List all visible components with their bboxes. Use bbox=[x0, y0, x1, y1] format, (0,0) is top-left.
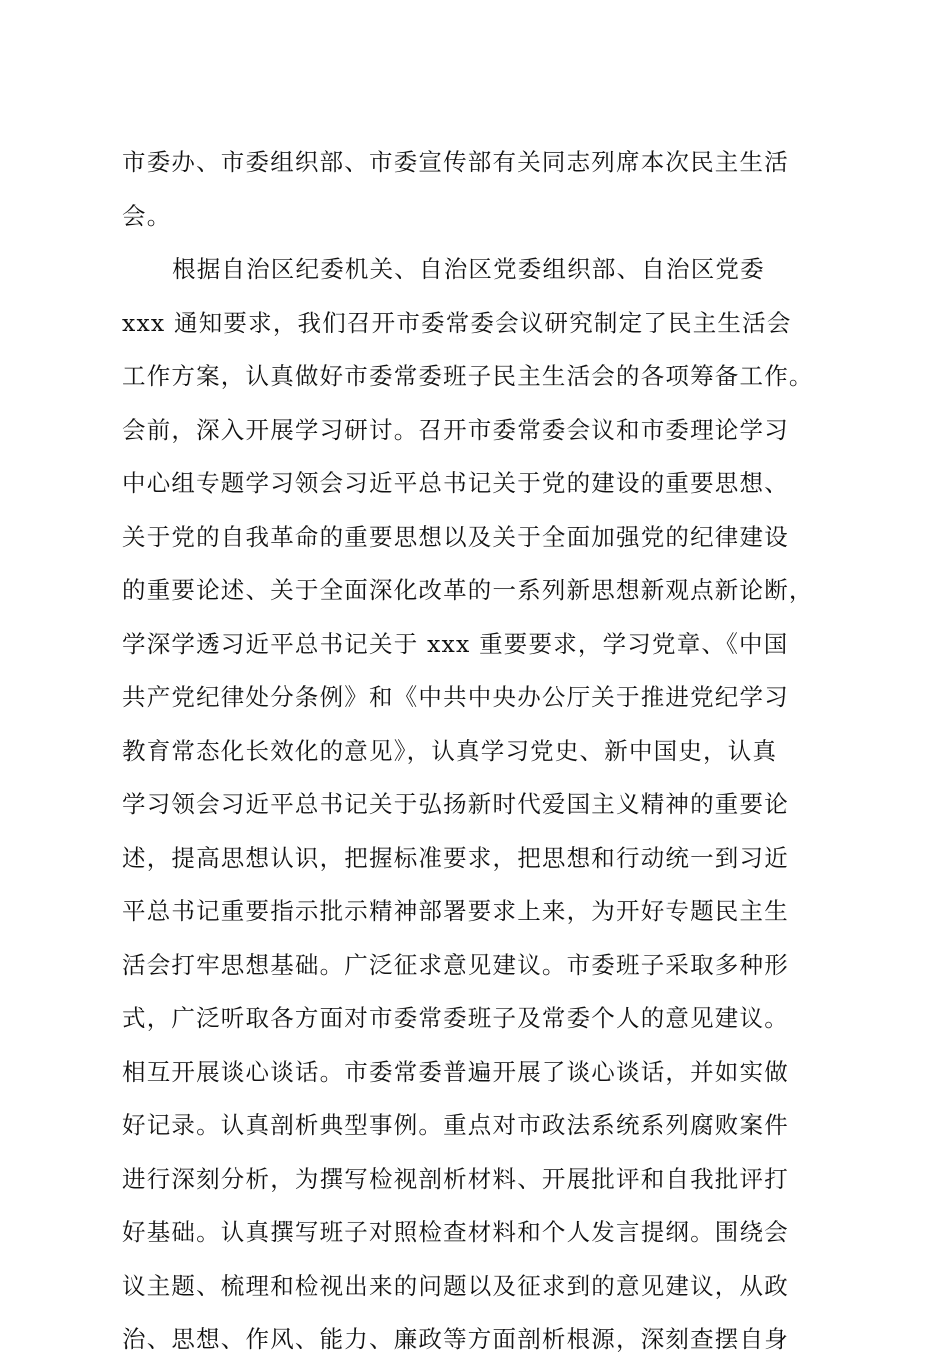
text-line: 述，提高思想认识，把握标准要求，把思想和行动统一到习近 bbox=[122, 843, 789, 872]
text-line: 的重要论述、关于全面深化改革的一系列新思想新观点新论断， bbox=[122, 576, 814, 604]
text-line: 会前，深入开展学习研讨。召开市委常委会议和市委理论学习 bbox=[122, 415, 789, 444]
text-line: xxx 通知要求，我们召开市委常委会议研究制定了民主生活会 bbox=[122, 308, 792, 337]
text-line: 好记录。认真剖析典型事例。重点对市政法系统系列腐败案件 bbox=[122, 1111, 789, 1139]
text-line: 进行深刻分析，为撰写检视剖析材料、开展批评和自我批评打 bbox=[122, 1164, 789, 1193]
text-line: 关于党的自我革命的重要思想以及关于全面加强党的纪律建设 bbox=[122, 522, 789, 551]
text-line: 好基础。认真撰写班子对照检查材料和个人发言提纲。围绕会 bbox=[122, 1218, 789, 1246]
text-line: 工作方案，认真做好市委常委班子民主生活会的各项筹备工作。 bbox=[122, 362, 814, 390]
text-line: 教育常态化长效化的意见》，认真学习党史、新中国史，认真 bbox=[122, 736, 778, 765]
text-line: 相互开展谈心谈话。市委常委普遍开展了谈心谈话，并如实做 bbox=[122, 1057, 789, 1086]
body-text bbox=[122, 136, 832, 1367]
text-line: 会。 bbox=[122, 201, 172, 230]
paragraph-first-line: 根据自治区纪委机关、自治区党委组织部、自治区党委 bbox=[172, 255, 765, 283]
text-line: 市委办、市委组织部、市委宣传部有关同志列席本次民主生活 bbox=[122, 148, 789, 176]
text-line: 学习领会习近平总书记关于弘扬新时代爱国主义精神的重要论 bbox=[122, 790, 789, 818]
text-line: 中心组专题学习领会习近平总书记关于党的建设的重要思想、 bbox=[122, 469, 789, 497]
text-line: 共产党纪律处分条例》和《中共中央办公厅关于推进党纪学习 bbox=[122, 683, 789, 711]
text-line: 活会打牢思想基础。广泛征求意见建议。市委班子采取多种形 bbox=[122, 950, 789, 979]
text-line: 式，广泛听取各方面对市委常委班子及常委个人的意见建议。 bbox=[122, 1004, 789, 1032]
text-line: 学深学透习近平总书记关于 xxx 重要要求，学习党章、《中国 bbox=[122, 629, 789, 658]
text-line: 平总书记重要指示批示精神部署要求上来，为开好专题民主生 bbox=[122, 897, 789, 925]
text-line: 治、思想、作风、能力、廉政等方面剖析根源，深刻查摆自身 bbox=[122, 1325, 789, 1353]
text-line: 议主题、梳理和检视出来的问题以及征求到的意见建议，从政 bbox=[122, 1271, 789, 1300]
